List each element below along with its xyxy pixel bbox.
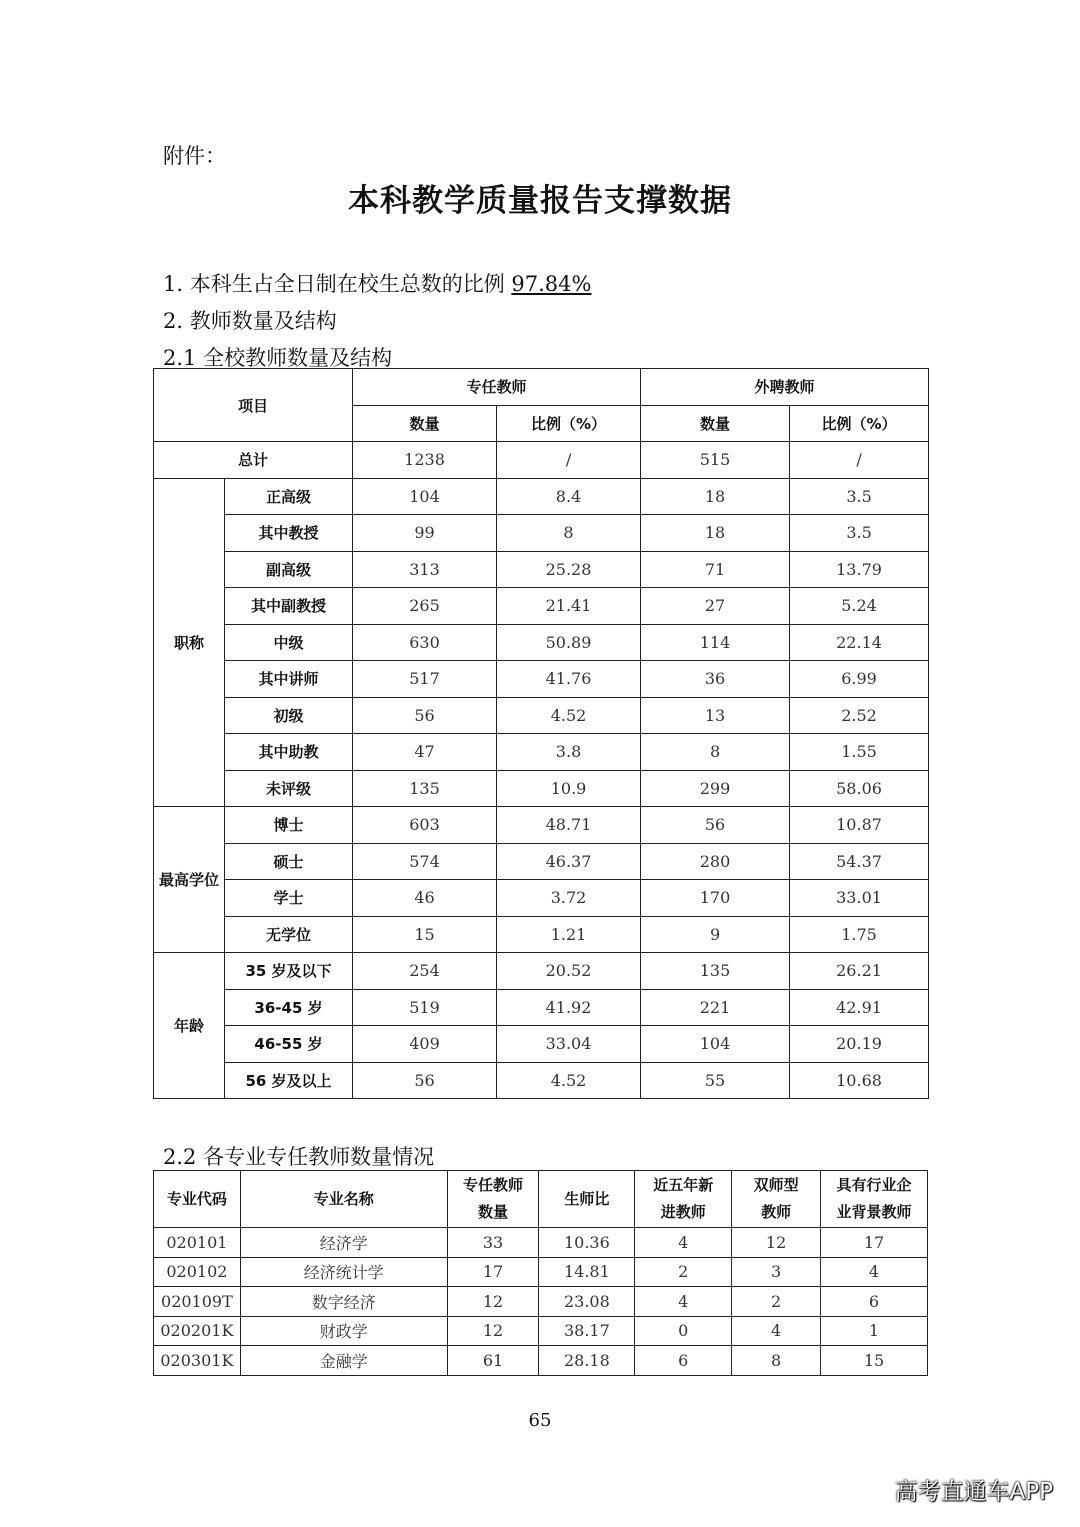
table-cell: 8: [732, 1346, 821, 1376]
undergrad-ratio-value: 97.84%: [511, 272, 592, 296]
cell-ex-ratio: 58.06: [790, 770, 929, 807]
cell-ex-count: 27: [641, 588, 790, 625]
page-number: 65: [528, 1410, 552, 1431]
table-row: [154, 661, 929, 698]
cell-ft-count: 99: [353, 515, 497, 552]
cell-ex-count: 18: [641, 478, 790, 515]
cell-ex-count: 9: [641, 916, 790, 953]
cell-ft-count: 409: [353, 1026, 497, 1063]
table-row: [154, 478, 929, 515]
column-header: 专业代码: [154, 1171, 241, 1228]
table-row: [154, 624, 929, 661]
row-label: 初级: [225, 697, 353, 734]
table-cell: 12: [447, 1287, 539, 1317]
cell-ex-ratio: 5.24: [790, 588, 929, 625]
table-cell: 0: [635, 1316, 732, 1346]
major-teacher-table: [153, 1170, 928, 1376]
cell-ft-count: 15: [353, 916, 497, 953]
section-heading-2-1: 2.1 全校教师数量及结构: [163, 346, 393, 370]
cell-ex-count: 36: [641, 661, 790, 698]
table-row: [154, 989, 929, 1026]
table-row: [154, 916, 929, 953]
row-label: 46-55 岁: [225, 1026, 353, 1063]
table-cell: 6: [635, 1346, 732, 1376]
group-label: 年龄: [154, 953, 225, 1099]
table-row: [154, 1062, 929, 1099]
header-ft-ratio: 比例（%）: [497, 405, 641, 442]
undergrad-ratio-line: [163, 268, 591, 298]
cell-ex-count: 170: [641, 880, 790, 917]
column-header: 双师型 教师: [732, 1171, 821, 1228]
row-label: 无学位: [225, 916, 353, 953]
cell-ft-ratio: 4.52: [497, 697, 641, 734]
table-row: [154, 1228, 928, 1258]
header-ft-count: 数量: [353, 405, 497, 442]
row-label: 其中讲师: [225, 661, 353, 698]
table-cell: 4: [821, 1257, 928, 1287]
table-cell: 12: [447, 1316, 539, 1346]
header-row: [154, 369, 929, 406]
row-label: 未评级: [225, 770, 353, 807]
table-cell: 17: [821, 1228, 928, 1258]
table-cell: 020102: [154, 1257, 241, 1287]
row-label: 副高级: [225, 551, 353, 588]
table-cell: 12: [732, 1228, 821, 1258]
cell-ex-ratio: 42.91: [790, 989, 929, 1026]
cell-ex-count: 55: [641, 1062, 790, 1099]
cell-ft-ratio: 4.52: [497, 1062, 641, 1099]
table-cell: 财政学: [240, 1316, 447, 1346]
cell-ft-ratio: 10.9: [497, 770, 641, 807]
cell-ft-ratio: 25.28: [497, 551, 641, 588]
total-ft-count: 1238: [353, 442, 497, 479]
cell-ft-ratio: 1.21: [497, 916, 641, 953]
table-cell: 14.81: [539, 1257, 635, 1287]
watermark: 高考直通车APP: [894, 1479, 1053, 1505]
table-cell: 1: [821, 1316, 928, 1346]
column-header: 专任教师 数量: [447, 1171, 539, 1228]
cell-ft-count: 265: [353, 588, 497, 625]
total-ft-ratio: /: [497, 442, 641, 479]
row-label: 35 岁及以下: [225, 953, 353, 990]
table-row: [154, 734, 929, 771]
table-cell: 15: [821, 1346, 928, 1376]
cell-ex-ratio: 1.55: [790, 734, 929, 771]
row-label: 中级: [225, 624, 353, 661]
cell-ft-count: 56: [353, 1062, 497, 1099]
cell-ex-ratio: 1.75: [790, 916, 929, 953]
cell-ft-count: 135: [353, 770, 497, 807]
cell-ex-ratio: 22.14: [790, 624, 929, 661]
cell-ft-ratio: 20.52: [497, 953, 641, 990]
cell-ex-ratio: 3.5: [790, 478, 929, 515]
cell-ex-count: 56: [641, 807, 790, 844]
table-cell: 020109T: [154, 1287, 241, 1317]
cell-ft-count: 254: [353, 953, 497, 990]
table-cell: 4: [635, 1287, 732, 1317]
row-label: 学士: [225, 880, 353, 917]
cell-ex-ratio: 54.37: [790, 843, 929, 880]
cell-ex-ratio: 6.99: [790, 661, 929, 698]
cell-ft-count: 630: [353, 624, 497, 661]
cell-ex-count: 104: [641, 1026, 790, 1063]
section-heading-teachers: 2. 教师数量及结构: [163, 309, 337, 333]
header-ex-count: 数量: [641, 405, 790, 442]
header-item: 项目: [154, 369, 353, 442]
table-cell: 33: [447, 1228, 539, 1258]
cell-ft-ratio: 3.72: [497, 880, 641, 917]
table-cell: 6: [821, 1287, 928, 1317]
table-row: [154, 807, 929, 844]
row-label: 其中教授: [225, 515, 353, 552]
cell-ex-ratio: 3.5: [790, 515, 929, 552]
table-cell: 4: [635, 1228, 732, 1258]
cell-ex-ratio: 33.01: [790, 880, 929, 917]
cell-ft-count: 56: [353, 697, 497, 734]
row-label: 其中副教授: [225, 588, 353, 625]
cell-ft-ratio: 33.04: [497, 1026, 641, 1063]
group-label: 最高学位: [154, 807, 225, 953]
column-header: 具有行业企 业背景教师: [821, 1171, 928, 1228]
table-cell: 020201K: [154, 1316, 241, 1346]
header-ex-ratio: 比例（%）: [790, 405, 929, 442]
cell-ft-count: 603: [353, 807, 497, 844]
table-cell: 4: [732, 1316, 821, 1346]
cell-ex-count: 13: [641, 697, 790, 734]
cell-ft-count: 47: [353, 734, 497, 771]
cell-ex-count: 280: [641, 843, 790, 880]
cell-ft-ratio: 21.41: [497, 588, 641, 625]
column-header: 专业名称: [240, 1171, 447, 1228]
cell-ft-ratio: 8.4: [497, 478, 641, 515]
header-external: 外聘教师: [641, 369, 929, 406]
cell-ft-count: 104: [353, 478, 497, 515]
row-label: 其中助教: [225, 734, 353, 771]
table-row: [154, 1287, 928, 1317]
table-cell: 10.36: [539, 1228, 635, 1258]
header-fulltime: 专任教师: [353, 369, 641, 406]
cell-ft-ratio: 8: [497, 515, 641, 552]
cell-ex-count: 221: [641, 989, 790, 1026]
row-label: 博士: [225, 807, 353, 844]
cell-ex-ratio: 20.19: [790, 1026, 929, 1063]
table-cell: 28.18: [539, 1346, 635, 1376]
table-cell: 23.08: [539, 1287, 635, 1317]
table-cell: 2: [732, 1287, 821, 1317]
table-row: [154, 1346, 928, 1376]
cell-ex-count: 8: [641, 734, 790, 771]
total-label: 总计: [154, 442, 353, 479]
cell-ft-count: 574: [353, 843, 497, 880]
table-cell: 020101: [154, 1228, 241, 1258]
table-row: [154, 880, 929, 917]
row-label: 56 岁及以上: [225, 1062, 353, 1099]
table-row: [154, 1026, 929, 1063]
table-cell: 17: [447, 1257, 539, 1287]
undergrad-ratio-text: 1. 本科生占全日制在校生总数的比例: [163, 272, 512, 296]
cell-ft-ratio: 50.89: [497, 624, 641, 661]
cell-ex-count: 135: [641, 953, 790, 990]
cell-ex-count: 71: [641, 551, 790, 588]
table-row: [154, 770, 929, 807]
table-row: [154, 1316, 928, 1346]
teacher-structure-table: [153, 368, 929, 1099]
cell-ex-ratio: 2.52: [790, 697, 929, 734]
table-row: [154, 697, 929, 734]
cell-ex-count: 299: [641, 770, 790, 807]
cell-ex-ratio: 26.21: [790, 953, 929, 990]
table-cell: 61: [447, 1346, 539, 1376]
table-cell: 经济统计学: [240, 1257, 447, 1287]
table-cell: 020301K: [154, 1346, 241, 1376]
cell-ft-count: 313: [353, 551, 497, 588]
cell-ft-ratio: 3.8: [497, 734, 641, 771]
table-cell: 3: [732, 1257, 821, 1287]
table-row: [154, 953, 929, 990]
cell-ex-count: 18: [641, 515, 790, 552]
table-row: [154, 843, 929, 880]
attachment-label: 附件：: [163, 144, 226, 168]
total-row: [154, 442, 929, 479]
table-cell: 2: [635, 1257, 732, 1287]
cell-ex-ratio: 10.87: [790, 807, 929, 844]
table-cell: 金融学: [240, 1346, 447, 1376]
table-row: [154, 551, 929, 588]
total-ex-ratio: /: [790, 442, 929, 479]
cell-ex-count: 114: [641, 624, 790, 661]
cell-ft-ratio: 48.71: [497, 807, 641, 844]
cell-ft-count: 46: [353, 880, 497, 917]
table-row: [154, 515, 929, 552]
table-cell: 经济学: [240, 1228, 447, 1258]
table-row: [154, 588, 929, 625]
cell-ft-ratio: 46.37: [497, 843, 641, 880]
table-cell: 38.17: [539, 1316, 635, 1346]
row-label: 36-45 岁: [225, 989, 353, 1026]
total-ex-count: 515: [641, 442, 790, 479]
cell-ft-ratio: 41.76: [497, 661, 641, 698]
cell-ex-ratio: 10.68: [790, 1062, 929, 1099]
row-label: 硕士: [225, 843, 353, 880]
cell-ft-count: 519: [353, 989, 497, 1026]
row-label: 正高级: [225, 478, 353, 515]
cell-ex-ratio: 13.79: [790, 551, 929, 588]
page-title: 本科教学质量报告支撑数据: [348, 183, 732, 219]
table-cell: 数字经济: [240, 1287, 447, 1317]
table-row: [154, 1257, 928, 1287]
cell-ft-count: 517: [353, 661, 497, 698]
header-row: [154, 1171, 928, 1228]
cell-ft-ratio: 41.92: [497, 989, 641, 1026]
column-header: 生师比: [539, 1171, 635, 1228]
section-heading-2-2: 2.2 各专业专任教师数量情况: [163, 1145, 435, 1169]
group-label: 职称: [154, 478, 225, 807]
column-header: 近五年新 进教师: [635, 1171, 732, 1228]
